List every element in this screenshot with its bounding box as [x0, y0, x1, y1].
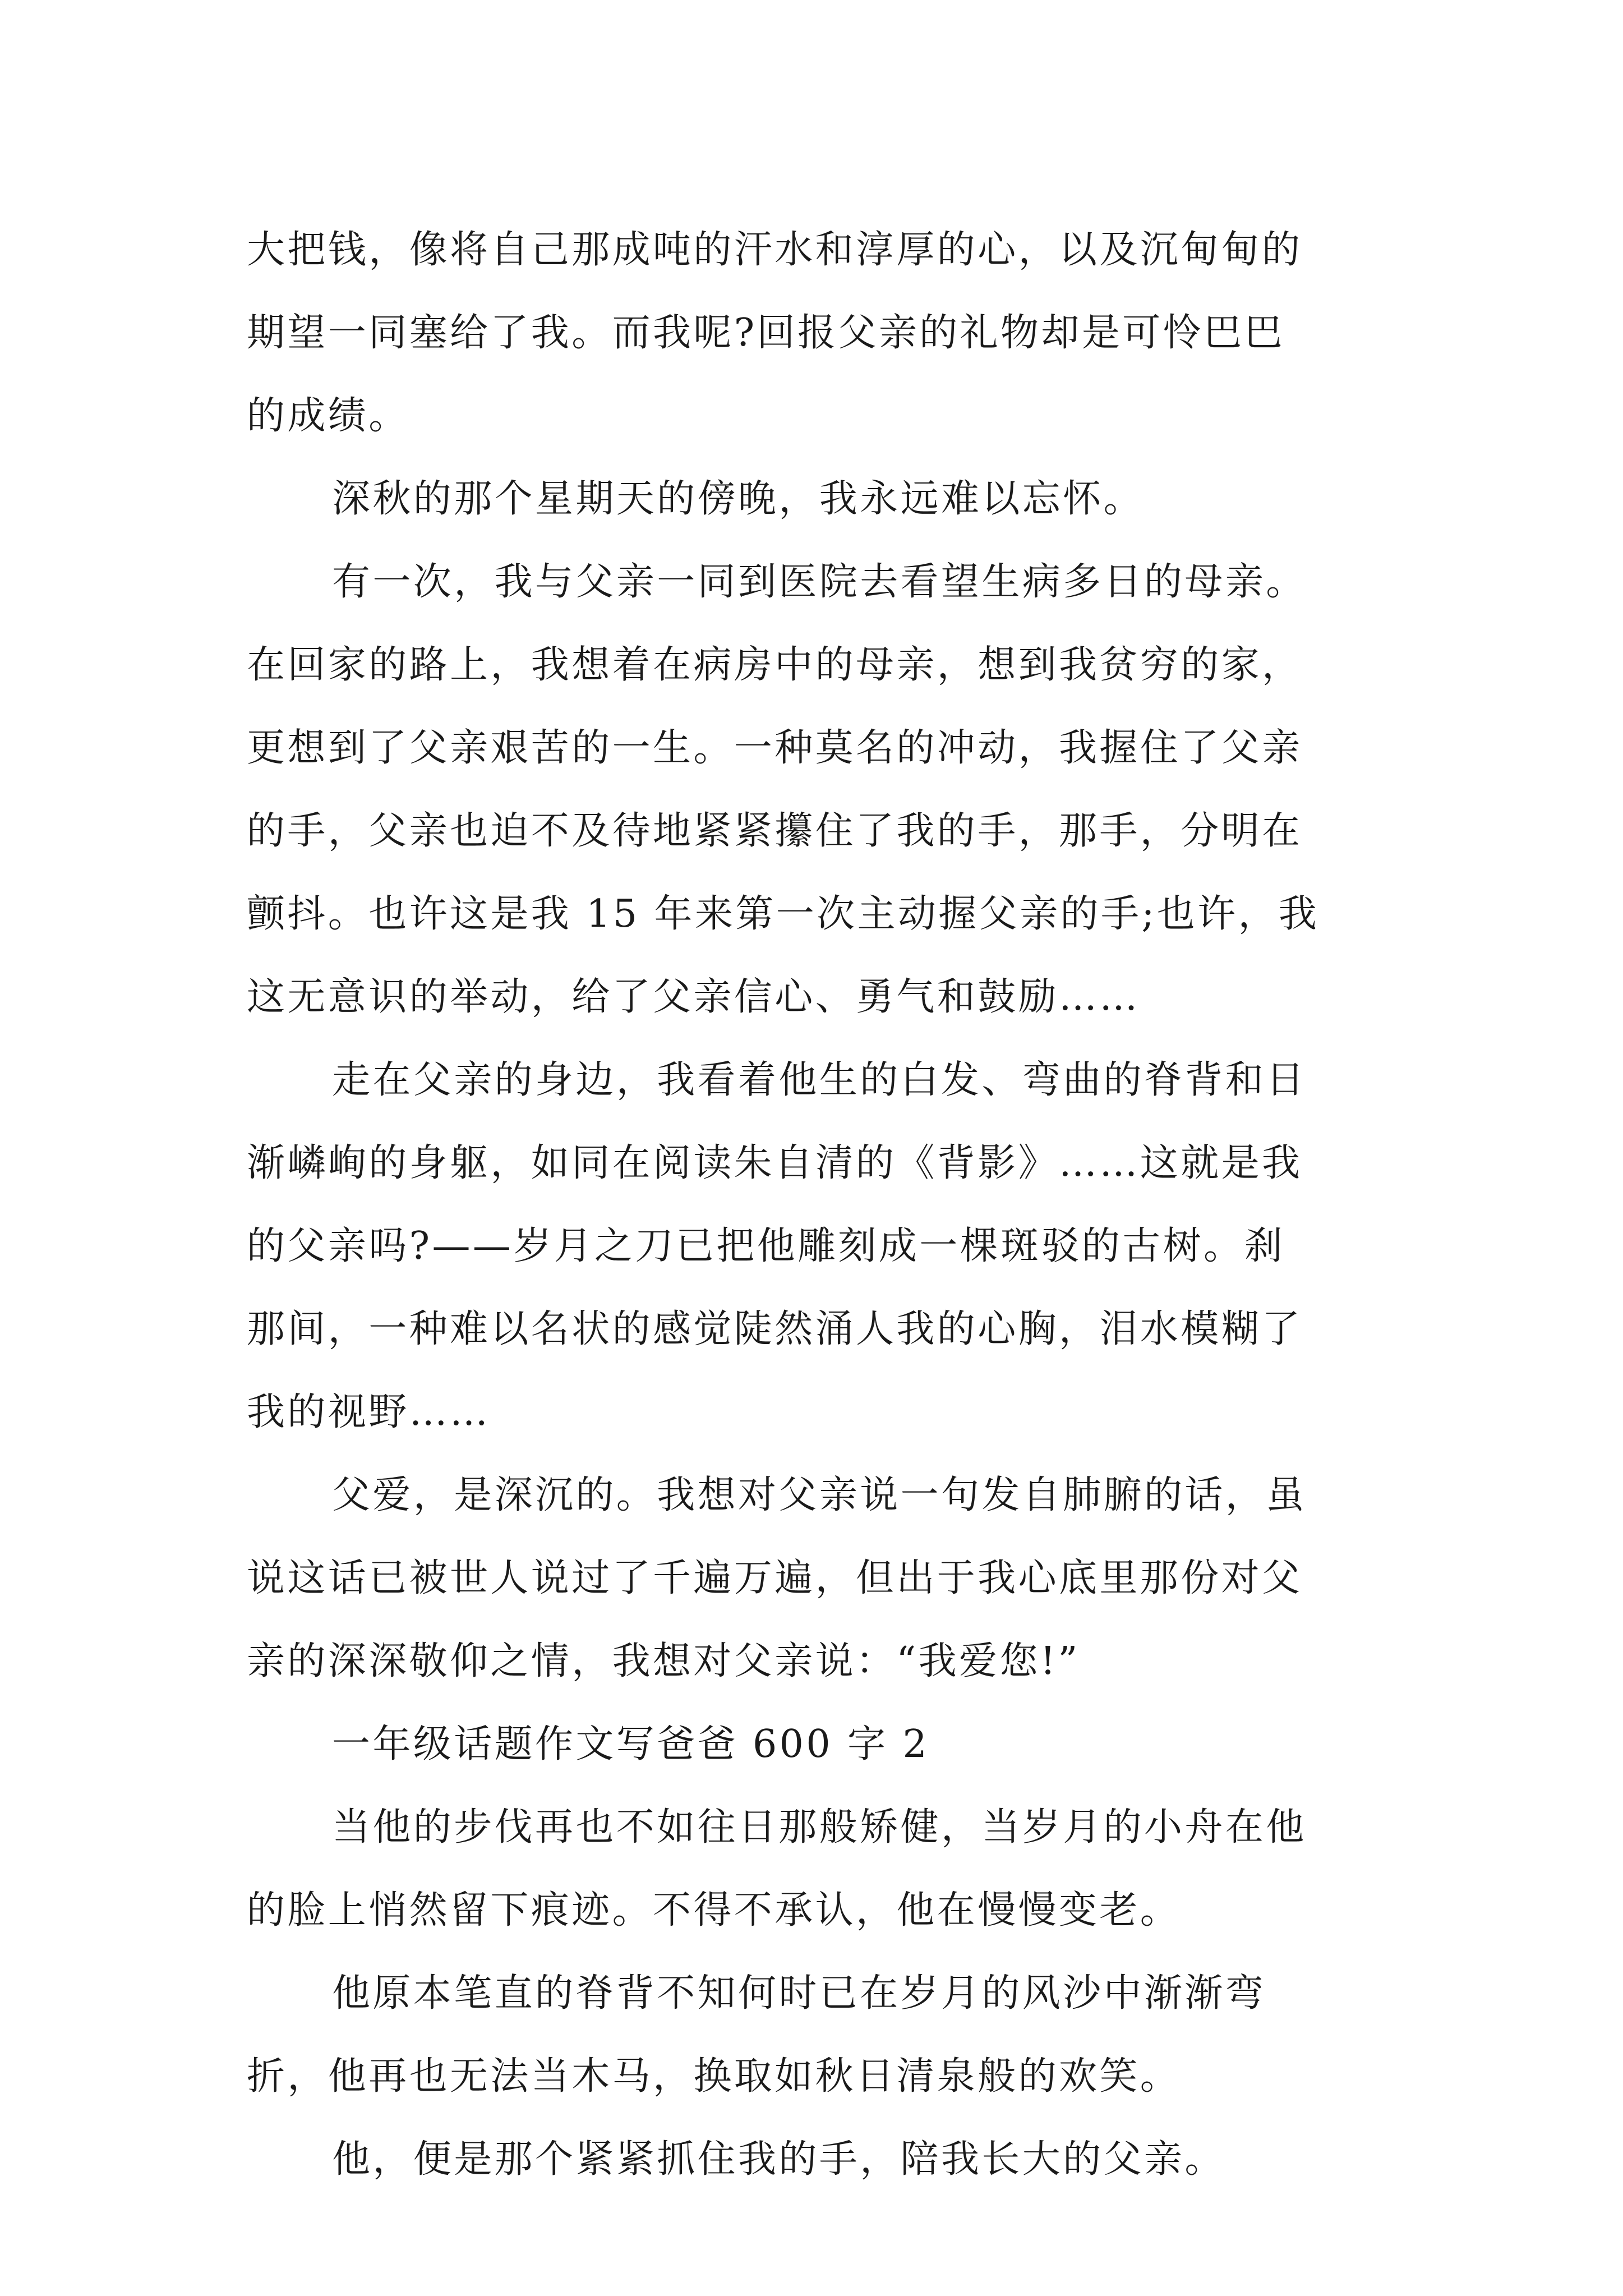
text-line: 深秋的那个星期天的傍晚，我永远难以忘怀。	[332, 477, 1145, 521]
text-line: 更想到了父亲艰苦的一生。一种莫名的冲动，我握住了父亲	[247, 726, 1303, 770]
text-line: 有一次，我与父亲一同到医院去看望生病多日的母亲。	[332, 560, 1307, 604]
text-line: 的父亲吗?——岁月之刀已把他雕刻成一棵斑驳的古树。刹	[247, 1224, 1285, 1268]
text-line: 期望一同塞给了我。而我呢?回报父亲的礼物却是可怜巴巴	[247, 311, 1285, 355]
text-line: 走在父亲的身边，我看着他生的白发、弯曲的脊背和日	[332, 1058, 1307, 1102]
text-line: 说这话已被世人说过了千遍万遍，但出于我心底里那份对父	[247, 1556, 1303, 1600]
text-line: 渐嶙峋的身躯，如同在阅读朱自清的《背影》……这就是我	[247, 1141, 1303, 1185]
text-line: 那间，一种难以名状的感觉陡然涌人我的心胸，泪水模糊了	[247, 1307, 1303, 1351]
text-line: 一年级话题作文写爸爸 600 字 2	[332, 1722, 930, 1766]
text-line: 当他的步伐再也不如往日那般矫健，当岁月的小舟在他	[332, 1805, 1307, 1849]
text-line: 的脸上悄然留下痕迹。不得不承认，他在慢慢变老。	[247, 1888, 1181, 1932]
text-line: 他，便是那个紧紧抓住我的手，陪我长大的父亲。	[332, 2137, 1225, 2182]
text-line: 我的视野……	[247, 1390, 491, 1434]
text-line: 大把钱，像将自己那成吨的汗水和淳厚的心，以及沉甸甸的	[247, 228, 1303, 272]
text-line: 亲的深深敬仰之情，我想对父亲说：“我爱您!”	[247, 1639, 1080, 1683]
text-line: 他原本笔直的脊背不知何时已在岁月的风沙中渐渐弯	[332, 1971, 1266, 2016]
text-line: 父爱，是深沉的。我想对父亲说一句发自肺腑的话，虽	[332, 1473, 1307, 1517]
text-line: 颤抖。也许这是我 15 年来第一次主动握父亲的手;也许，我	[247, 892, 1320, 936]
text-line: 这无意识的举动，给了父亲信心、勇气和鼓励……	[247, 975, 1140, 1019]
text-line: 的成绩。	[247, 394, 409, 438]
text-line: 在回家的路上，我想着在病房中的母亲，想到我贫穷的家，	[247, 643, 1303, 687]
text-line: 折，他再也无法当木马，换取如秋日清泉般的欢笑。	[247, 2054, 1181, 2099]
document-body	[247, 209, 1391, 2201]
text-line: 的手，父亲也迫不及待地紧紧攥住了我的手，那手，分明在	[247, 809, 1303, 853]
